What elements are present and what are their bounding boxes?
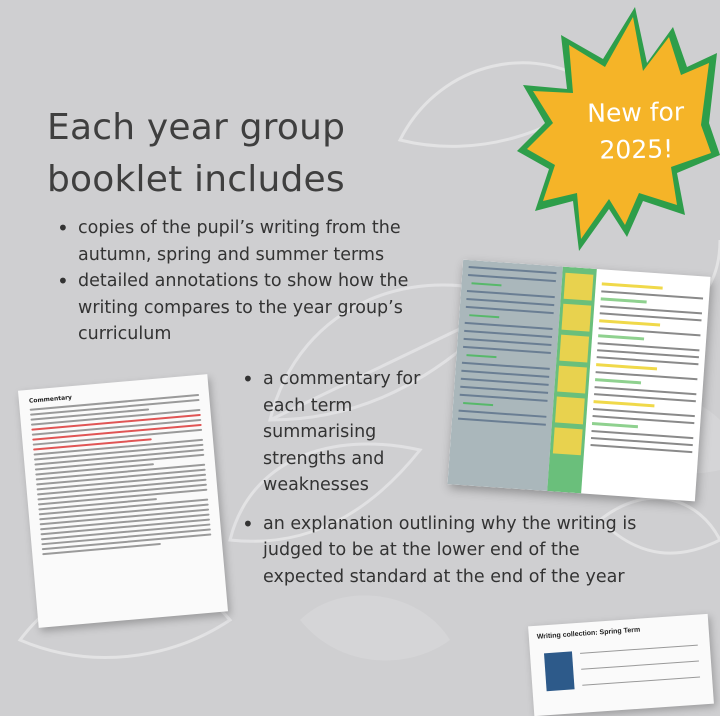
feature-explanation: • an explanation outlining why the writing is judged to be at the lower end of the expected standard at the end of the year: [240, 511, 638, 591]
new-for-2025-badge-text: [565, 93, 706, 169]
writing-collection-thumbnail: [528, 614, 714, 716]
feature-writing-copies: • copies of the pupil’s writing from the autumn, spring and summer terms: [55, 215, 435, 268]
badge-line-1: New for: [586, 97, 685, 128]
page-heading: [47, 102, 345, 206]
commentary-thumbnail-title: Commentary: [28, 394, 73, 405]
heading-line-1: Each year group: [47, 107, 346, 148]
badge-line-2: 2025!: [599, 134, 674, 165]
collection-thumbnail-title: Writing collection: Spring Term: [536, 626, 641, 641]
heading-line-2: booklet includes: [47, 159, 345, 200]
feature-annotations: • detailed annotations to show how the writing compares to the year group’s curriculum: [55, 268, 435, 348]
feature-list-secondary: [240, 366, 637, 590]
book-cover-image: [544, 651, 575, 691]
feature-list: [55, 215, 435, 348]
commentary-thumbnail: [18, 374, 228, 628]
feature-commentary: • a commentary for each term summarising strengths and weaknesses: [240, 366, 453, 499]
